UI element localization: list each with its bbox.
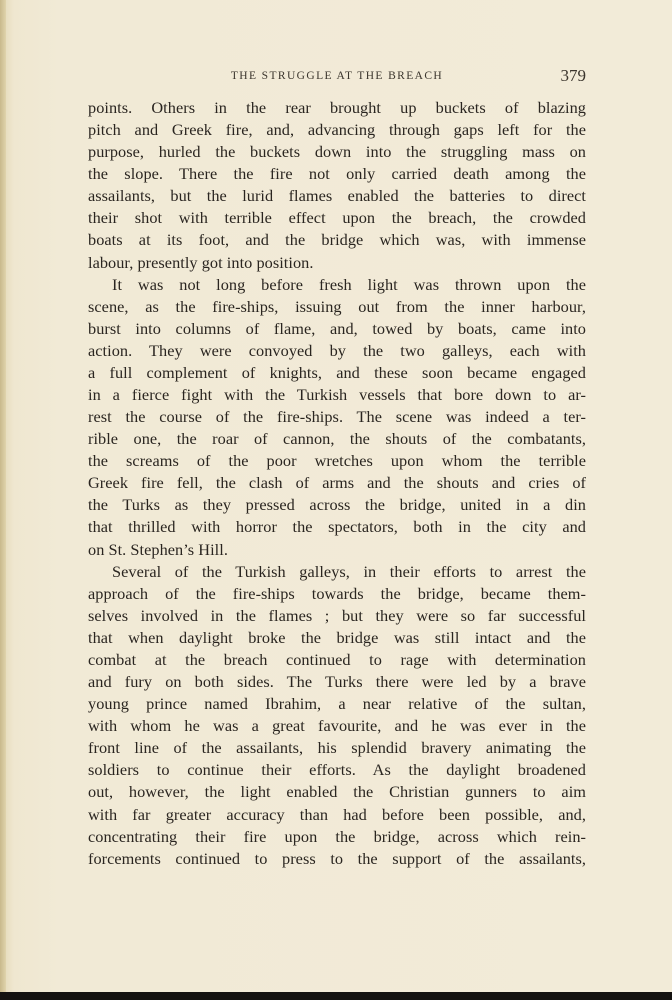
text-line: forcements continued to press to the support of the assailants,	[88, 848, 586, 868]
text-line: with whom he was a great favourite, and he was ever in the	[88, 716, 586, 736]
text-line: boats at its foot, and the bridge which was, with immense	[88, 230, 586, 250]
text-line: in a fierce fight with the Turkish vessels that bore down to ar-	[88, 385, 586, 405]
text-line: approach of the fire-ships towards the bridge, became them-	[88, 583, 586, 603]
text-line: the slope. There the fire not only carried death among the	[88, 164, 586, 184]
text-line: purpose, hurled the buckets down into the struggling mass on	[88, 142, 586, 162]
text-line: points. Others in the rear brought up buckets of blazing	[88, 98, 586, 117]
text-line: that thrilled with horror the spectators, both in the city and	[88, 517, 586, 537]
text-line: on St. Stephen’s Hill.	[88, 539, 228, 559]
text-line: and fury on both sides. The Turks there were led by a brave	[88, 672, 586, 692]
page-header	[88, 66, 586, 88]
text-line: labour, presently got into position.	[88, 252, 314, 272]
text-line: action. They were convoyed by the two galleys, each with	[88, 340, 586, 360]
text-line: It was not long before fresh light was thrown upon the	[112, 274, 586, 294]
text-line: rest the course of the fire-ships. The scene was indeed a ter-	[88, 407, 586, 427]
page-gutter	[0, 0, 6, 1000]
text-line: that when daylight broke the bridge was still intact and the	[88, 627, 586, 647]
text-line: out, however, the light enabled the Christian gunners to aim	[88, 782, 586, 802]
text-line: the screams of the poor wretches upon whom the terrible	[88, 451, 586, 471]
text-line: assailants, but the lurid flames enabled the batteries to direct	[88, 186, 586, 206]
text-line: their shot with terrible effect upon the breach, the crowded	[88, 208, 586, 228]
text-line: with far greater accuracy than had before been possible, and,	[88, 804, 586, 824]
text-line: Several of the Turkish galleys, in their efforts to arrest the	[112, 561, 586, 581]
body-text	[88, 97, 586, 870]
text-line: Greek fire fell, the clash of arms and the shouts and cries of	[88, 473, 586, 493]
text-line: concentrating their fire upon the bridge, across which rein-	[88, 826, 586, 846]
running-head: THE STRUGGLE AT THE BREACH	[230, 70, 444, 82]
scan-bottom-edge	[0, 992, 672, 1000]
page-number: 379	[560, 66, 586, 85]
text-line: rible one, the roar of cannon, the shouts of the combatants,	[88, 429, 586, 449]
text-line: front line of the assailants, his splendid bravery animating the	[88, 738, 586, 758]
text-line: burst into columns of flame, and, towed by boats, came into	[88, 318, 586, 338]
text-line: the Turks as they pressed across the bridge, united in a din	[88, 495, 586, 515]
text-line: selves involved in the flames ; but they were so far successful	[88, 605, 586, 625]
text-line: scene, as the fire-ships, issuing out from the inner harbour,	[88, 296, 586, 316]
text-line: young prince named Ibrahim, a near relative of the sultan,	[88, 694, 586, 714]
text-line: pitch and Greek fire, and, advancing through gaps left for the	[88, 120, 586, 140]
text-line: soldiers to continue their efforts. As the daylight broadened	[88, 760, 586, 780]
text-line: combat at the breach continued to rage with determination	[88, 649, 586, 669]
text-line: a full complement of knights, and these soon became engaged	[88, 362, 586, 382]
